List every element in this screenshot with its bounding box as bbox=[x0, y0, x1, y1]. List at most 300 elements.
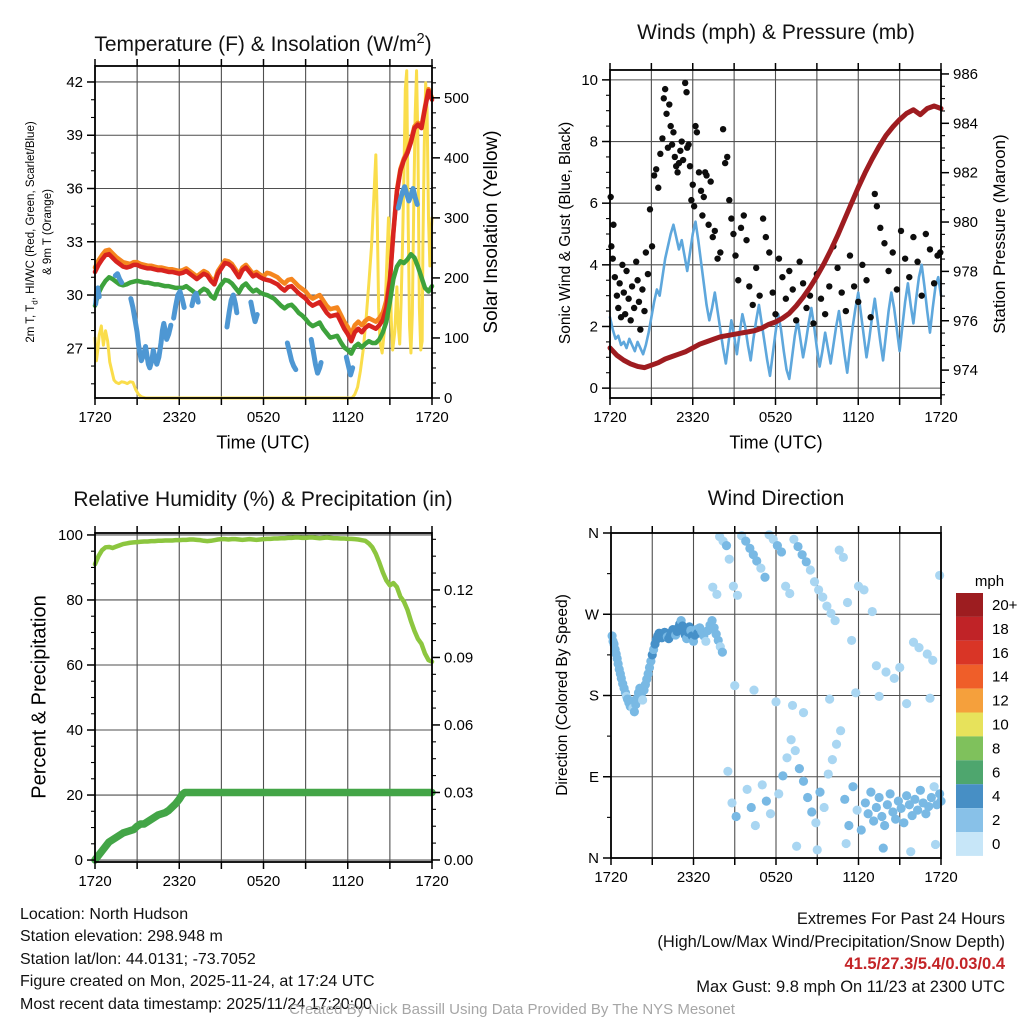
point-wind-direction-points bbox=[725, 555, 734, 564]
series-wind-chill bbox=[96, 288, 100, 304]
point-wind-gusts bbox=[649, 243, 655, 249]
point-wind-gusts bbox=[776, 255, 782, 261]
point-wind-gusts bbox=[923, 231, 929, 237]
point-wind-gusts bbox=[627, 317, 633, 323]
yaxis-label-pressure: Station Pressure (Maroon) bbox=[990, 134, 1009, 334]
point-wind-direction-points bbox=[785, 589, 794, 598]
x-tick-label: 0520 bbox=[758, 409, 793, 426]
point-wind-gusts bbox=[659, 135, 665, 141]
x-tick-label: 2320 bbox=[162, 409, 196, 426]
point-wind-gusts bbox=[753, 265, 759, 271]
point-wind-gusts bbox=[760, 215, 766, 221]
y-tick-label-right: 0 bbox=[444, 390, 453, 407]
point-wind-direction-points bbox=[799, 708, 808, 717]
point-wind-direction-points bbox=[828, 755, 837, 764]
point-wind-gusts bbox=[885, 268, 891, 274]
legend-swatch bbox=[956, 736, 983, 760]
y-tick-label-right: 300 bbox=[444, 209, 470, 227]
legend-label: 4 bbox=[992, 788, 1001, 806]
point-wind-gusts bbox=[667, 123, 673, 129]
y-tick-label-right: 0.09 bbox=[444, 649, 474, 667]
point-wind-gusts bbox=[623, 268, 629, 274]
point-wind-gusts bbox=[890, 249, 896, 255]
point-wind-direction-points bbox=[638, 695, 647, 704]
point-wind-direction-points bbox=[718, 648, 727, 657]
point-wind-direction-points bbox=[766, 809, 775, 818]
point-wind-gusts bbox=[636, 299, 642, 305]
xaxis-label-wind: Time (UTC) bbox=[729, 432, 823, 453]
x-tick-label: 1720 bbox=[415, 409, 449, 426]
point-wind-direction-points bbox=[843, 598, 852, 607]
x-tick-label: 0520 bbox=[759, 869, 793, 886]
extremes-block bbox=[657, 908, 1005, 999]
point-wind-gusts bbox=[615, 305, 621, 311]
point-wind-direction-points bbox=[847, 636, 856, 645]
point-wind-direction-points bbox=[818, 592, 827, 601]
chart-wind bbox=[581, 63, 978, 426]
point-wind-gusts bbox=[730, 231, 736, 237]
point-wind-direction-points bbox=[928, 656, 937, 665]
x-tick-label: 1720 bbox=[415, 873, 449, 890]
point-wind-gusts bbox=[688, 197, 694, 203]
yaxis-label-temp-left bbox=[24, 121, 56, 342]
point-wind-gusts bbox=[724, 154, 730, 160]
point-wind-direction-points bbox=[792, 842, 801, 851]
point-wind-direction-points bbox=[836, 726, 845, 735]
point-wind-direction-points bbox=[906, 847, 915, 856]
point-wind-gusts bbox=[666, 101, 672, 107]
point-wind-gusts bbox=[843, 308, 849, 314]
point-wind-direction-points bbox=[729, 582, 738, 591]
point-wind-gusts bbox=[738, 225, 744, 231]
x-tick-label: 1720 bbox=[78, 873, 112, 890]
point-wind-gusts bbox=[867, 314, 873, 320]
point-wind-gusts bbox=[741, 212, 747, 218]
point-wind-direction-points bbox=[890, 674, 899, 683]
point-wind-gusts bbox=[796, 259, 802, 265]
point-wind-direction-points bbox=[712, 590, 721, 599]
point-wind-gusts bbox=[872, 191, 878, 197]
point-wind-gusts bbox=[839, 289, 845, 295]
y-tick-label-right: 980 bbox=[953, 214, 979, 232]
point-wind-gusts bbox=[803, 305, 809, 311]
point-wind-direction-points bbox=[872, 803, 881, 812]
yaxis-label-sonic-wind: Sonic Wind & Gust (Blue, Black) bbox=[557, 121, 574, 345]
point-wind-direction-points bbox=[866, 787, 875, 796]
point-wind-gusts bbox=[610, 222, 616, 228]
point-wind-direction-points bbox=[811, 818, 820, 827]
point-wind-direction-points bbox=[825, 695, 834, 704]
station-location: Location: North Hudson bbox=[20, 906, 189, 923]
point-wind-direction-points bbox=[877, 812, 886, 821]
x-tick-label: 1720 bbox=[594, 869, 628, 886]
point-wind-gusts bbox=[696, 169, 702, 175]
point-wind-gusts bbox=[779, 274, 785, 280]
point-wind-direction-points bbox=[782, 753, 791, 762]
point-wind-gusts bbox=[634, 277, 640, 283]
yaxis-label-direction: Direction (Colored By Speed) bbox=[554, 594, 571, 796]
legend-label: 10 bbox=[992, 716, 1009, 734]
point-wind-gusts bbox=[772, 311, 778, 317]
point-wind-gusts bbox=[826, 283, 832, 289]
point-wind-direction-points bbox=[791, 746, 800, 755]
point-wind-gusts bbox=[712, 228, 718, 234]
point-wind-direction-points bbox=[910, 795, 919, 804]
point-wind-gusts bbox=[874, 203, 880, 209]
point-wind-direction-points bbox=[732, 812, 741, 821]
station-elevation: Station elevation: 298.948 m bbox=[20, 928, 223, 946]
point-wind-direction-points bbox=[916, 786, 925, 795]
point-wind-gusts bbox=[687, 163, 693, 169]
point-wind-gusts bbox=[612, 274, 618, 280]
point-wind-gusts bbox=[680, 157, 686, 163]
y-tick-label-right: 974 bbox=[953, 362, 979, 380]
point-wind-gusts bbox=[847, 252, 853, 258]
point-wind-gusts bbox=[682, 80, 688, 86]
point-wind-gusts bbox=[818, 296, 824, 302]
point-wind-gusts bbox=[766, 249, 772, 255]
y-tick-label-left: 60 bbox=[66, 656, 83, 674]
point-wind-direction-points bbox=[758, 780, 767, 789]
point-wind-gusts bbox=[902, 255, 908, 261]
recent-timestamp: Most recent data timestamp: 2025/11/24 17:20:00 bbox=[20, 995, 372, 1013]
point-wind-gusts bbox=[633, 259, 639, 265]
point-wind-direction-points bbox=[802, 557, 811, 566]
point-wind-gusts bbox=[863, 277, 869, 283]
point-wind-direction-points bbox=[859, 585, 868, 594]
x-tick-label: 1120 bbox=[331, 873, 364, 890]
y-tick-label-right: 0.12 bbox=[444, 581, 474, 599]
point-wind-gusts bbox=[707, 178, 713, 184]
x-tick-label: 1720 bbox=[924, 869, 958, 886]
y-tick-label-right: 0.06 bbox=[444, 716, 474, 734]
point-wind-gusts bbox=[619, 262, 625, 268]
extremes-subtitle: (High/Low/Max Wind/Precipitation/Snow Depth) bbox=[657, 932, 1005, 951]
y-tick-label-right: 100 bbox=[444, 329, 470, 347]
extremes-title: Extremes For Past 24 Hours bbox=[796, 910, 1005, 928]
point-wind-gusts bbox=[653, 166, 659, 172]
point-wind-gusts bbox=[728, 215, 734, 221]
point-wind-direction-points bbox=[930, 782, 939, 791]
point-wind-gusts bbox=[859, 262, 865, 268]
x-tick-label: 2320 bbox=[676, 869, 711, 886]
yaxis-label-line2: & 9m T (Orange) bbox=[41, 189, 54, 275]
point-wind-gusts bbox=[616, 280, 622, 286]
point-wind-direction-points bbox=[701, 637, 710, 646]
point-wind-gusts bbox=[722, 160, 728, 166]
point-wind-direction-points bbox=[820, 803, 829, 812]
y-tick-label-left: 2 bbox=[589, 318, 598, 336]
series-wind-chill bbox=[251, 302, 257, 322]
title-text: Temperature (F) & Insolation (W/m bbox=[94, 33, 417, 56]
legend-title: mph bbox=[974, 573, 1005, 590]
point-wind-direction-points bbox=[868, 607, 877, 616]
chart-title-wind-direction: Wind Direction bbox=[707, 487, 845, 510]
chart-rh bbox=[58, 526, 473, 890]
point-wind-direction-points bbox=[795, 764, 804, 773]
point-wind-direction-points bbox=[913, 806, 922, 815]
point-wind-direction-points bbox=[777, 547, 786, 556]
point-wind-direction-points bbox=[803, 793, 812, 802]
y-tick-label-left: 40 bbox=[66, 722, 83, 740]
point-wind-gusts bbox=[770, 289, 776, 295]
point-wind-gusts bbox=[743, 237, 749, 243]
y-tick-label-left: 30 bbox=[66, 287, 83, 305]
legend-swatch bbox=[956, 665, 983, 689]
point-wind-gusts bbox=[655, 185, 661, 191]
point-wind-direction-points bbox=[771, 697, 780, 706]
y-tick-label-left: E bbox=[588, 768, 599, 786]
point-wind-gusts bbox=[694, 129, 700, 135]
y-tick-label-left: 80 bbox=[66, 591, 83, 609]
series-wind-chill bbox=[227, 295, 237, 327]
chart-title-winds: Winds (mph) & Pressure (mb) bbox=[637, 21, 915, 44]
x-tick-label: 1120 bbox=[842, 869, 875, 886]
point-wind-direction-points bbox=[857, 825, 866, 834]
point-wind-direction-points bbox=[902, 699, 911, 708]
point-wind-direction-points bbox=[806, 565, 815, 574]
y-tick-label-left: N bbox=[588, 525, 599, 542]
legend-swatch bbox=[956, 832, 983, 856]
point-wind-gusts bbox=[894, 286, 900, 292]
point-wind-gusts bbox=[898, 228, 904, 234]
point-wind-direction-points bbox=[864, 809, 873, 818]
point-wind-gusts bbox=[690, 181, 696, 187]
point-wind-direction-points bbox=[727, 798, 736, 807]
point-wind-gusts bbox=[834, 265, 840, 271]
point-wind-gusts bbox=[732, 252, 738, 258]
legend-label: 0 bbox=[992, 835, 1001, 853]
series-wind-chill bbox=[192, 293, 198, 305]
point-wind-direction-points bbox=[793, 542, 802, 551]
legend-label: 14 bbox=[992, 668, 1009, 686]
y-tick-label-right: 400 bbox=[444, 149, 470, 167]
point-wind-gusts bbox=[851, 283, 857, 289]
x-tick-label: 1120 bbox=[331, 409, 364, 426]
point-wind-direction-points bbox=[778, 771, 787, 780]
y-tick-label-right: 200 bbox=[444, 269, 470, 287]
point-wind-gusts bbox=[683, 89, 689, 95]
point-wind-gusts bbox=[692, 123, 698, 129]
point-wind-gusts bbox=[669, 141, 675, 147]
point-wind-direction-points bbox=[891, 815, 900, 824]
point-wind-gusts bbox=[621, 289, 627, 295]
point-wind-direction-points bbox=[749, 685, 758, 694]
point-wind-gusts bbox=[703, 172, 709, 178]
chart-title-humidity: Relative Humidity (%) & Precipitation (in) bbox=[73, 488, 453, 511]
x-tick-label: 1720 bbox=[593, 409, 627, 426]
point-wind-gusts bbox=[698, 188, 704, 194]
point-wind-direction-points bbox=[881, 667, 890, 676]
point-wind-direction-points bbox=[760, 573, 769, 582]
xaxis-label-temp: Time (UTC) bbox=[216, 432, 310, 453]
legend-swatch bbox=[956, 784, 983, 808]
point-wind-gusts bbox=[877, 225, 883, 231]
point-wind-gusts bbox=[637, 326, 643, 332]
point-wind-gusts bbox=[629, 283, 635, 289]
point-wind-direction-points bbox=[853, 806, 862, 815]
point-wind-gusts bbox=[701, 194, 707, 200]
point-wind-direction-points bbox=[927, 793, 936, 802]
point-wind-gusts bbox=[810, 320, 816, 326]
point-wind-direction-points bbox=[730, 681, 739, 690]
point-wind-direction-points bbox=[879, 843, 888, 852]
point-wind-gusts bbox=[914, 259, 920, 265]
y-tick-label-left: 20 bbox=[66, 787, 83, 805]
legend-label: 6 bbox=[992, 764, 1001, 782]
y-tick-label-right: 984 bbox=[953, 115, 979, 133]
label-subscript: d bbox=[30, 300, 40, 305]
point-wind-gusts bbox=[691, 203, 697, 209]
point-wind-gusts bbox=[645, 271, 651, 277]
point-wind-gusts bbox=[800, 280, 806, 286]
series-wind-chill bbox=[311, 339, 321, 373]
y-tick-label-left: 8 bbox=[589, 133, 598, 151]
point-wind-gusts bbox=[663, 111, 669, 117]
point-wind-gusts bbox=[631, 305, 637, 311]
point-wind-gusts bbox=[705, 222, 711, 228]
point-wind-direction-points bbox=[875, 793, 884, 802]
point-wind-direction-points bbox=[872, 661, 881, 670]
point-wind-gusts bbox=[918, 292, 924, 298]
point-wind-direction-points bbox=[902, 791, 911, 800]
point-wind-direction-points bbox=[810, 577, 819, 586]
point-wind-gusts bbox=[763, 234, 769, 240]
point-wind-direction-points bbox=[899, 818, 908, 827]
point-wind-direction-points bbox=[733, 591, 742, 600]
x-tick-label: 2320 bbox=[162, 873, 196, 890]
point-wind-gusts bbox=[677, 148, 683, 154]
point-wind-direction-points bbox=[861, 798, 870, 807]
legend-swatch bbox=[956, 617, 983, 641]
point-wind-direction-points bbox=[848, 782, 857, 791]
legend-swatch bbox=[956, 760, 983, 784]
point-wind-direction-points bbox=[883, 800, 892, 809]
point-wind-gusts bbox=[756, 292, 762, 298]
point-wind-gusts bbox=[614, 292, 620, 298]
legend-swatch bbox=[956, 689, 983, 713]
legend-label: 12 bbox=[992, 692, 1009, 710]
y-tick-label-right: 0.03 bbox=[444, 784, 474, 802]
point-wind-gusts bbox=[710, 234, 716, 240]
point-wind-gusts bbox=[657, 151, 663, 157]
y-tick-label-left: 0 bbox=[74, 852, 83, 870]
legend-swatch bbox=[956, 641, 983, 665]
point-wind-direction-points bbox=[787, 735, 796, 744]
point-wind-direction-points bbox=[897, 804, 906, 813]
y-tick-label-left: 0 bbox=[589, 380, 598, 398]
legend-label: 2 bbox=[992, 812, 1001, 830]
point-wind-gusts bbox=[685, 141, 691, 147]
point-wind-direction-points bbox=[839, 553, 848, 562]
point-wind-gusts bbox=[662, 86, 668, 92]
station-latlon: Station lat/lon: 44.0131; -73.7052 bbox=[20, 950, 256, 968]
point-wind-direction-points bbox=[880, 821, 889, 830]
legend-swatch bbox=[956, 808, 983, 832]
point-wind-gusts bbox=[679, 138, 685, 144]
point-wind-gusts bbox=[931, 280, 937, 286]
point-wind-gusts bbox=[881, 240, 887, 246]
point-wind-direction-points bbox=[840, 795, 849, 804]
point-wind-gusts bbox=[786, 268, 792, 274]
point-wind-gusts bbox=[714, 255, 720, 261]
x-tick-label: 1120 bbox=[842, 409, 875, 426]
title-text: ) bbox=[424, 33, 432, 56]
point-wind-gusts bbox=[647, 206, 653, 212]
y-tick-label-right: 978 bbox=[953, 263, 979, 281]
point-wind-gusts bbox=[726, 197, 732, 203]
point-wind-gusts bbox=[625, 296, 631, 302]
point-wind-direction-points bbox=[914, 643, 923, 652]
point-wind-direction-points bbox=[931, 840, 940, 849]
y-tick-label-right: 500 bbox=[444, 89, 470, 107]
yaxis-label-percent-precip: Percent & Precipitation bbox=[28, 595, 51, 799]
chart-dir bbox=[585, 525, 1018, 886]
point-wind-direction-points bbox=[924, 802, 933, 811]
label-text: , HI/WC (Red, Green, Scarlet/Blue) bbox=[25, 121, 38, 301]
station-info-block bbox=[20, 904, 375, 1016]
point-wind-gusts bbox=[717, 249, 723, 255]
point-wind-gusts bbox=[735, 277, 741, 283]
point-wind-gusts bbox=[746, 283, 752, 289]
extremes-values: 41.5/27.3/5.4/0.03/0.4 bbox=[844, 955, 1005, 974]
point-wind-gusts bbox=[783, 296, 789, 302]
y-tick-label-left: 36 bbox=[66, 180, 83, 198]
point-wind-direction-points bbox=[815, 787, 824, 796]
legend-label: 16 bbox=[992, 644, 1009, 662]
y-tick-label-left: 42 bbox=[66, 73, 83, 91]
point-wind-direction-points bbox=[722, 541, 731, 550]
yaxis-label-insolation: Solar Insolation (Yellow) bbox=[481, 130, 502, 334]
point-wind-direction-points bbox=[799, 777, 808, 786]
chart-temp bbox=[66, 59, 469, 426]
point-wind-gusts bbox=[674, 169, 680, 175]
point-wind-direction-points bbox=[747, 803, 756, 812]
point-wind-gusts bbox=[822, 311, 828, 317]
point-wind-direction-points bbox=[935, 571, 944, 580]
point-wind-gusts bbox=[639, 286, 645, 292]
point-wind-direction-points bbox=[925, 694, 934, 703]
point-wind-direction-points bbox=[851, 688, 860, 697]
y-tick-label-left: 27 bbox=[66, 340, 83, 358]
point-wind-direction-points bbox=[762, 797, 771, 806]
point-wind-direction-points bbox=[751, 821, 760, 830]
legend-swatch bbox=[956, 593, 983, 617]
point-wind-direction-points bbox=[813, 845, 822, 854]
point-wind-gusts bbox=[855, 299, 861, 305]
point-wind-gusts bbox=[622, 311, 628, 317]
point-wind-direction-points bbox=[788, 701, 797, 710]
point-wind-direction-points bbox=[743, 785, 752, 794]
point-wind-direction-points bbox=[756, 564, 765, 573]
label-text: 2m T, T bbox=[25, 304, 38, 343]
y-tick-label-left: S bbox=[588, 687, 599, 705]
legend-label: 8 bbox=[992, 740, 1001, 758]
point-wind-gusts bbox=[661, 95, 667, 101]
x-tick-label: 2320 bbox=[676, 409, 710, 426]
title-superscript: 2 bbox=[416, 31, 425, 47]
point-wind-gusts bbox=[910, 234, 916, 240]
x-tick-label: 0520 bbox=[246, 873, 281, 890]
y-tick-label-left: N bbox=[588, 850, 599, 867]
y-tick-label-left: 100 bbox=[57, 526, 83, 544]
point-wind-gusts bbox=[793, 317, 799, 323]
y-tick-label-left: 33 bbox=[66, 233, 83, 251]
legend-swatch bbox=[956, 713, 983, 737]
point-wind-gusts bbox=[643, 249, 649, 255]
point-wind-gusts bbox=[641, 308, 647, 314]
y-tick-label-right: 982 bbox=[953, 164, 979, 182]
